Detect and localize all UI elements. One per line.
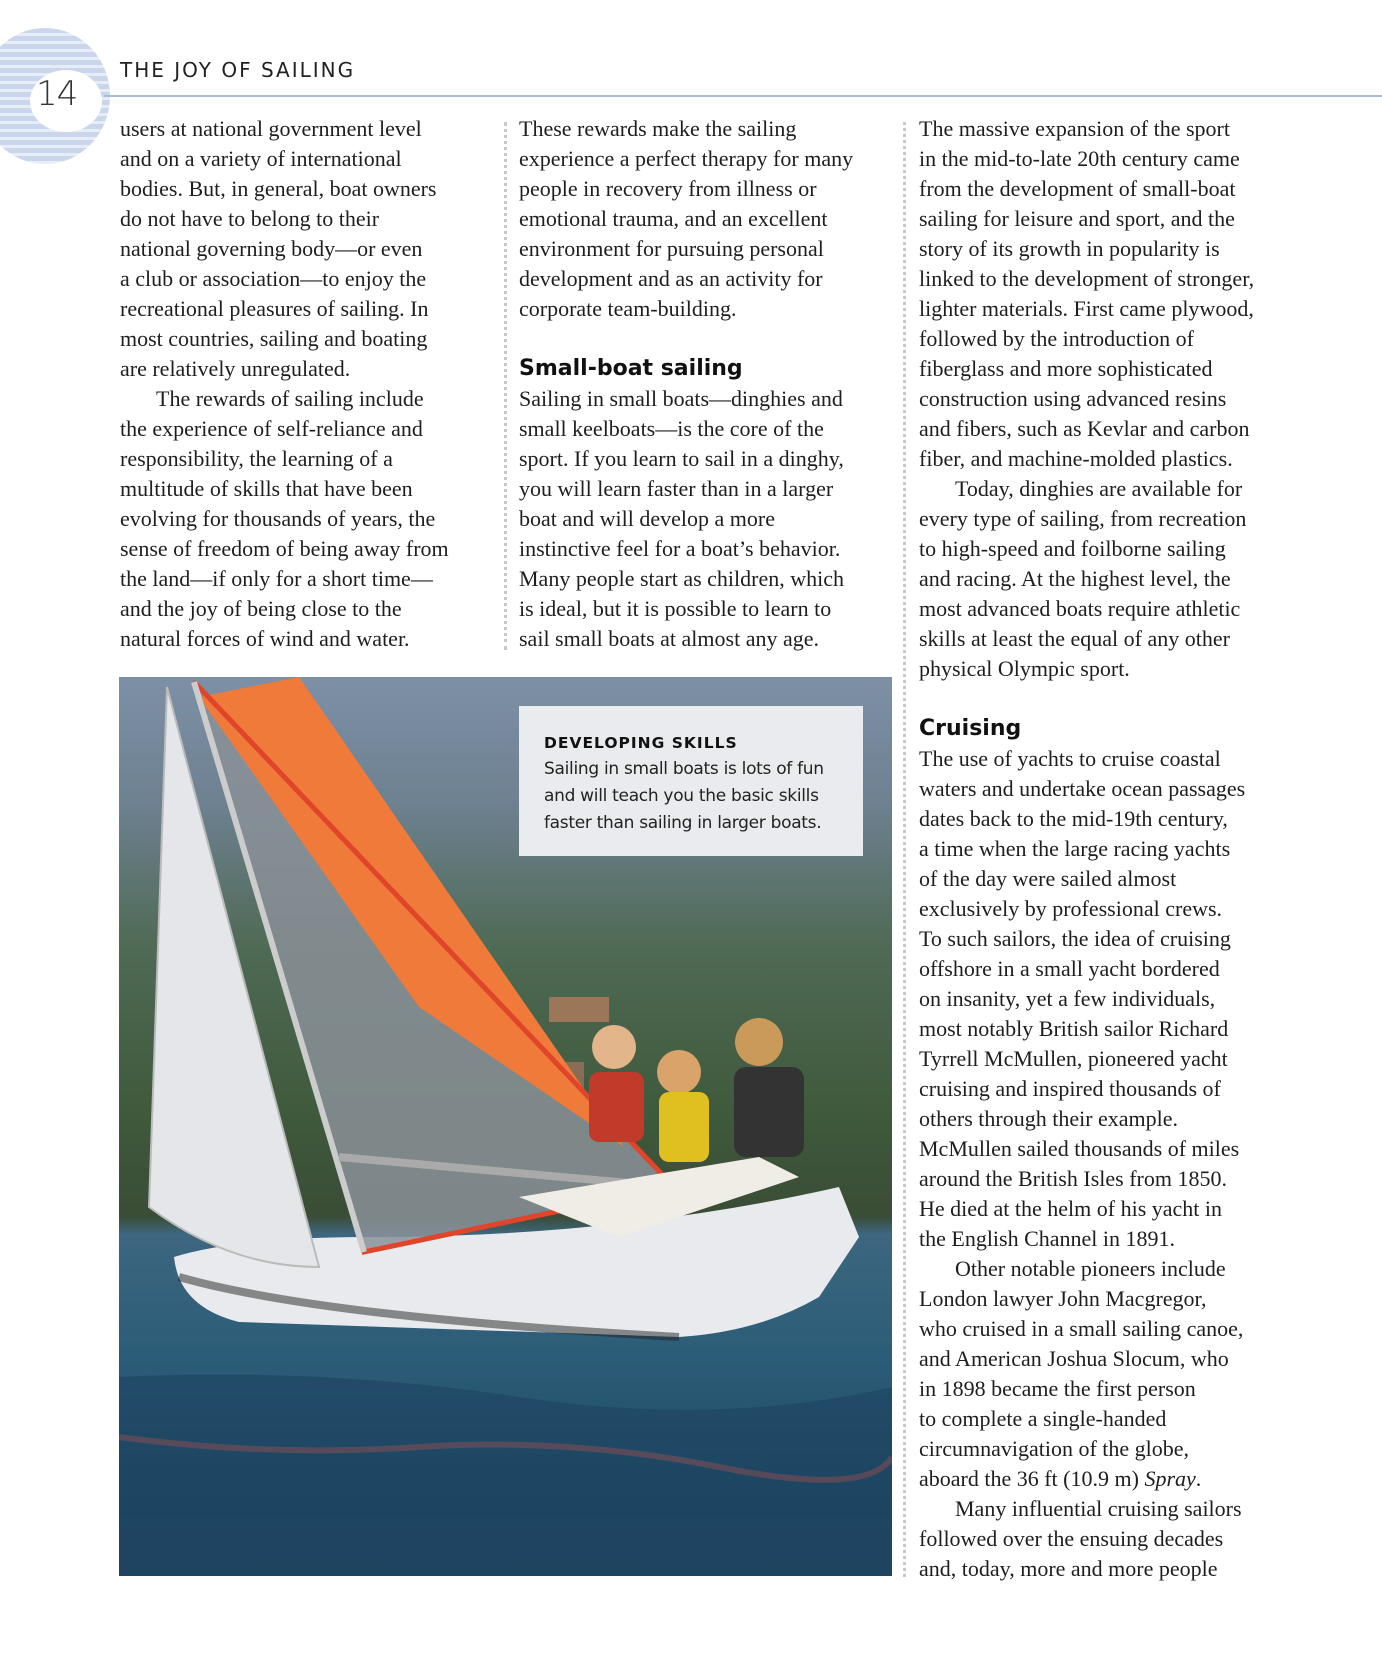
text-line: Tyrrell McMullen, pioneered yacht — [919, 1046, 1228, 1071]
section-heading: Cruising — [919, 716, 1022, 741]
caption-line: faster than sailing in larger boats. — [544, 813, 822, 833]
text-line: you will learn faster than in a larger — [519, 476, 834, 501]
text-line: the English Channel in 1891. — [919, 1226, 1176, 1251]
text-line: physical Olympic sport. — [919, 656, 1130, 681]
text-line: and fibers, such as Kevlar and carbon — [919, 416, 1250, 441]
text-line: Many people start as children, which — [519, 566, 845, 591]
line-punctuation: . — [1195, 1466, 1202, 1491]
header-rule — [104, 95, 1382, 97]
text-line: national governing body—or even — [120, 236, 423, 261]
text-line: The massive expansion of the sport — [919, 116, 1230, 141]
text-line: a time when the large racing yachts — [919, 836, 1231, 861]
text-line: who cruised in a small sailing canoe, — [919, 1316, 1244, 1341]
text-line: of the day were sailed almost — [919, 866, 1177, 891]
text-line: exclusively by professional crews. — [919, 896, 1223, 921]
text-line: from the development of small-boat — [919, 176, 1236, 201]
text-line: sport. If you learn to sail in a dinghy, — [519, 446, 844, 471]
caption-line: Sailing in small boats is lots of fun — [544, 759, 824, 779]
text-line: linked to the development of stronger, — [919, 266, 1255, 291]
text-line: around the British Isles from 1850. — [919, 1166, 1227, 1191]
text-line: a club or association—to enjoy the — [120, 266, 427, 291]
text-line: in the mid-to-late 20th century came — [919, 146, 1240, 171]
paragraph-first-line: The rewards of sailing include — [156, 386, 424, 411]
photo-caption — [519, 706, 863, 856]
text-line: sail small boats at almost any age. — [519, 626, 819, 651]
text-line: offshore in a small yacht bordered — [919, 956, 1220, 981]
text-line: The use of yachts to cruise coastal — [919, 746, 1221, 771]
text-line: others through their example. — [919, 1106, 1179, 1131]
text-line: responsibility, the learning of a — [120, 446, 393, 471]
text-line: environment for pursuing personal — [519, 236, 824, 261]
text-line: most countries, sailing and boating — [120, 326, 428, 351]
text-line: and American Joshua Slocum, who — [919, 1346, 1229, 1371]
text-line: natural forces of wind and water. — [120, 626, 410, 651]
text-line: circumnavigation of the globe, — [919, 1436, 1190, 1461]
text-line: and on a variety of international — [120, 146, 402, 171]
text-line: lighter materials. First came plywood, — [919, 296, 1254, 321]
text-line: recreational pleasures of sailing. In — [120, 296, 429, 321]
text-line: are relatively unregulated. — [120, 356, 351, 381]
text-line: To such sailors, the idea of cruising — [919, 926, 1231, 951]
text-line: McMullen sailed thousands of miles — [919, 1136, 1240, 1161]
caption-body — [544, 756, 839, 837]
text-line — [919, 684, 1299, 714]
text-line: evolving for thousands of years, the — [120, 506, 436, 531]
text-line: people in recovery from illness or — [519, 176, 817, 201]
running-title: THE JOY OF SAILING — [120, 58, 356, 82]
text-line: development and as an activity for — [519, 266, 823, 291]
text-line: to high-speed and foilborne sailing — [919, 536, 1226, 561]
text-line: and, today, more and more people — [919, 1556, 1218, 1581]
text-line: dates back to the mid-19th century, — [919, 806, 1228, 831]
column-divider — [903, 122, 906, 1577]
text-line: to complete a single-handed — [919, 1406, 1167, 1431]
page-number: 14 — [36, 74, 78, 114]
text-line: most advanced boats require athletic — [919, 596, 1241, 621]
text-line: followed over the ensuing decades — [919, 1526, 1224, 1551]
text-line: every type of sailing, from recreation — [919, 506, 1247, 531]
paragraph-first-line: Today, dinghies are available for — [955, 476, 1243, 501]
text-line: fiberglass and more sophisticated — [919, 356, 1213, 381]
paragraph-first-line: Other notable pioneers include — [955, 1256, 1226, 1281]
text-line: skills at least the equal of any other — [919, 626, 1230, 651]
text-line: cruising and inspired thousands of — [919, 1076, 1221, 1101]
text-line: corporate team-building. — [519, 296, 737, 321]
text-line: on insanity, yet a few individuals, — [919, 986, 1216, 1011]
text-line: fiber, and machine-molded plastics. — [919, 446, 1233, 471]
text-line: do not have to belong to their — [120, 206, 380, 231]
text-line: the land—if only for a short time— — [120, 566, 433, 591]
text-line: in 1898 became the first person — [919, 1376, 1196, 1401]
text-line: sense of freedom of being away from — [120, 536, 449, 561]
text-line: instinctive feel for a boat’s behavior. — [519, 536, 841, 561]
text-line: the experience of self-reliance and — [120, 416, 423, 441]
text-line: is ideal, but it is possible to learn to — [519, 596, 832, 621]
caption-title: DEVELOPING SKILLS — [544, 734, 738, 752]
text-line: bodies. But, in general, boat owners — [120, 176, 437, 201]
column-divider — [504, 122, 507, 650]
paragraph-first-line: Many influential cruising sailors — [955, 1496, 1242, 1521]
text-line: He died at the helm of his yacht in — [919, 1196, 1223, 1221]
text-line: story of its growth in popularity is — [919, 236, 1220, 261]
text-column-1 — [120, 114, 500, 654]
text-line: and racing. At the highest level, the — [919, 566, 1231, 591]
text-line: small keelboats—is the core of the — [519, 416, 824, 441]
text-line: most notably British sailor Richard — [919, 1016, 1229, 1041]
text-line — [519, 324, 899, 354]
caption-line: and will teach you the basic skills — [544, 786, 819, 806]
text-line: emotional trauma, and an excellent — [519, 206, 828, 231]
text-line: and the joy of being close to the — [120, 596, 402, 621]
text-line: followed by the introduction of — [919, 326, 1194, 351]
text-line: sailing for leisure and sport, and the — [919, 206, 1235, 231]
text-line: These rewards make the sailing — [519, 116, 797, 141]
section-heading: Small-boat sailing — [519, 356, 743, 381]
text-line: waters and undertake ocean passages — [919, 776, 1246, 801]
boat-name-italic: Spray — [1144, 1466, 1196, 1491]
text-line: experience a perfect therapy for many — [519, 146, 854, 171]
text-line: London lawyer John Macgregor, — [919, 1286, 1207, 1311]
line-text: aboard the 36 ft (10.9 m) — [919, 1466, 1145, 1491]
text-line: construction using advanced resins — [919, 386, 1227, 411]
text-line: boat and will develop a more — [519, 506, 775, 531]
text-line — [919, 1464, 1299, 1494]
text-line: users at national government level — [120, 116, 422, 141]
text-column-2 — [519, 114, 899, 654]
text-column-3 — [919, 114, 1299, 1584]
text-line: multitude of skills that have been — [120, 476, 413, 501]
text-line: Sailing in small boats—dinghies and — [519, 386, 843, 411]
